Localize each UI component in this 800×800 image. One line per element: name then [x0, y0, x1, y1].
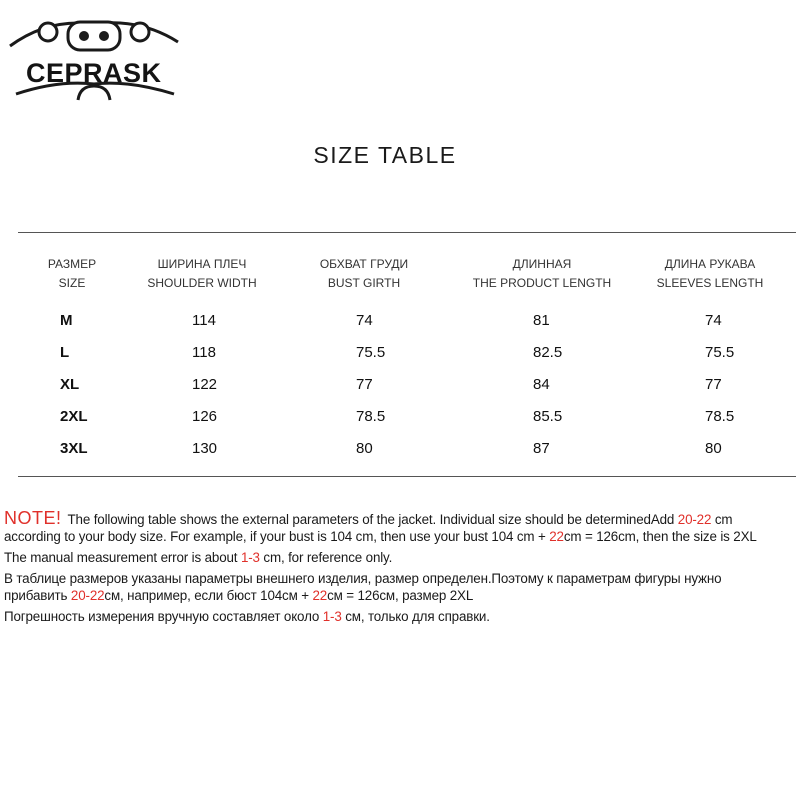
header-length-en: THE PRODUCT LENGTH	[472, 276, 612, 290]
header-shoulder-en: SHOULDER WIDTH	[147, 276, 257, 290]
header-size-en: SIZE	[58, 276, 86, 290]
note-ru-error: Погрешность измерения вручную составляет около 1-3 см, только для справки.	[4, 609, 490, 624]
table-row	[0, 344, 800, 368]
cell-bust: 78.5	[356, 408, 386, 425]
header-bust-en: BUST GIRTH	[327, 276, 401, 290]
table-row	[0, 440, 800, 464]
cell-bust: 75.5	[356, 344, 386, 361]
header-sleeves	[642, 255, 778, 293]
cell-size: L	[60, 344, 70, 361]
cell-sleeves: 78.5	[705, 408, 735, 425]
cell-shoulder: 114	[192, 312, 216, 329]
cell-shoulder: 126	[192, 408, 218, 425]
cell-length: 81	[533, 312, 550, 329]
cell-length: 82.5	[533, 344, 563, 361]
size-notes	[4, 510, 800, 629]
header-shoulder	[132, 255, 272, 293]
note-ru-line-1: В таблице размеров указаны параметры внешнего изделия, размер определен.Поэтому к параметрам фигуры нужно	[4, 571, 722, 586]
header-length-ru: ДЛИННАЯ	[512, 257, 572, 271]
cell-size: 3XL	[60, 440, 88, 457]
header-bust	[300, 255, 428, 293]
cell-length: 87	[533, 440, 550, 457]
page-title: SIZE TABLE	[313, 142, 457, 168]
note-en-line-1: NOTE! The following table shows the external parameters of the jacket. Individual size should be determinedAdd 20-22 cm	[4, 508, 733, 528]
table-bottom-divider	[18, 476, 796, 477]
cell-sleeves: 77	[705, 376, 722, 393]
header-sleeves-en: SLEEVES LENGTH	[656, 276, 764, 290]
cell-sleeves: 80	[705, 440, 722, 457]
note-en-error: The manual measurement error is about 1-3 cm, for reference only.	[4, 550, 393, 565]
table-row	[0, 312, 800, 336]
header-size-ru: РАЗМЕР	[47, 257, 97, 271]
header-shoulder-ru: ШИРИНА ПЛЕЧ	[157, 257, 247, 271]
header-size	[32, 255, 112, 293]
cell-size: XL	[60, 376, 80, 393]
table-top-divider	[18, 232, 796, 233]
table-row	[0, 408, 800, 432]
header-length	[462, 255, 622, 293]
header-sleeves-ru: ДЛИНА РУКАВА	[664, 257, 756, 271]
cell-sleeves: 75.5	[705, 344, 735, 361]
cell-length: 85.5	[533, 408, 563, 425]
cell-bust: 77	[356, 376, 373, 393]
cell-bust: 74	[356, 312, 373, 329]
note-en-line-2: according to your body size. For example, if your bust is 104 cm, then use your bust 104 cm + 22cm = 126cm, then the size is 2XL	[4, 529, 757, 544]
cell-bust: 80	[356, 440, 373, 457]
cell-size: 2XL	[60, 408, 88, 425]
note-ru-line-2: прибавить 20-22см, например, если бюст 104см + 22см = 126см, размер 2XL	[4, 588, 474, 603]
note-flag: NOTE!	[4, 508, 62, 528]
cell-length: 84	[533, 376, 550, 393]
header-bust-ru: ОБХВАТ ГРУДИ	[319, 257, 409, 271]
cell-shoulder: 130	[192, 440, 218, 457]
brand-name: CEPRASK	[26, 58, 162, 88]
cell-sleeves: 74	[705, 312, 722, 329]
brand-logo	[8, 14, 180, 102]
cell-shoulder: 122	[192, 376, 218, 393]
table-row	[0, 376, 800, 400]
cell-size: M	[60, 312, 73, 329]
cell-shoulder: 118	[192, 344, 216, 361]
